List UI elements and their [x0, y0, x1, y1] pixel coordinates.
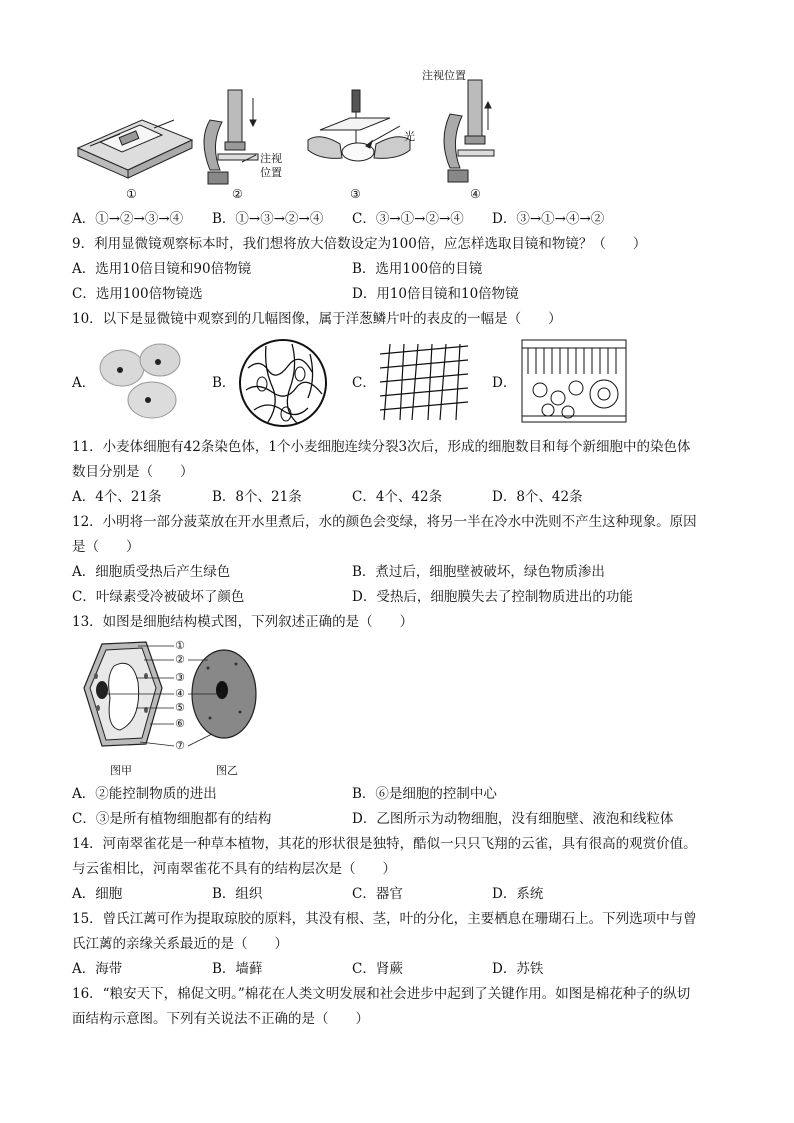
q15-option-a: A．海带 — [72, 961, 123, 977]
q9-option-b: B．选用100倍的目镜 — [352, 261, 483, 277]
q10-image-b-leaf-epidermis — [238, 338, 328, 428]
q11-option-d: D．8个、42条 — [492, 489, 583, 505]
q15-option-b: B．墙藓 — [212, 961, 263, 977]
q12-stem-line-1: 12．小明将一部分菠菜放在开水里煮后，水的颜色会变绿，将另一半在冷水中洗则不产生这种现象。原因 — [72, 514, 697, 530]
q9-option-c: C．选用100倍物镜选 — [72, 286, 203, 302]
q10-option-d: D． — [492, 375, 517, 391]
watch-position-label-side-1: 注视 — [260, 152, 282, 165]
q14-stem-line-2: 与云雀相比，河南翠雀花不具有的结构层次是（ ） — [72, 861, 396, 877]
q10-option-a: A． — [72, 375, 96, 391]
q13-option-a: A．②能控制物质的进出 — [72, 786, 217, 802]
q13-figure-a-caption: 图甲 — [110, 764, 132, 777]
watch-position-label-side-2: 位置 — [260, 166, 282, 179]
step-3-number: ③ — [350, 187, 361, 201]
q16-stem-line-2: 面结构示意图。下列有关说法不正确的是（ ） — [72, 1011, 369, 1027]
q10-stem: 10．以下是显微镜中观察到的几幅图像，属于洋葱鳞片叶的表皮的一幅是（ ） — [72, 311, 562, 327]
q9-option-a: A．选用10倍目镜和90倍物镜 — [72, 261, 252, 277]
q12-option-c: C．叶绿素受冷被破坏了颜色 — [72, 589, 245, 605]
hands-preparing-slide-drawing — [308, 90, 410, 161]
q10-option-b: B． — [212, 375, 236, 391]
q12-option-d: D．受热后，细胞膜失去了控制物质进出的功能 — [352, 589, 633, 605]
q15-option-c: C．肾蕨 — [352, 961, 403, 977]
q13-figure-b-caption: 图乙 — [216, 764, 238, 777]
q13-label-3: ③ — [175, 671, 185, 684]
q8-option-a: A．①→②→③→④ — [72, 211, 184, 227]
step-1-number: ① — [126, 187, 137, 201]
q8-option-b: B．①→③→②→④ — [212, 211, 324, 227]
microscope-lowering-drawing — [204, 90, 258, 184]
q15-stem-line-1: 15．曾氏江蓠可作为提取琼胶的原料，其没有根、茎，叶的分化，主要栖息在珊瑚石上。下列选项中与曾 — [72, 911, 697, 927]
q15-option-d: D．苏铁 — [492, 961, 544, 977]
q11-stem-line-2: 数目分别是（ ） — [72, 464, 194, 480]
q11-option-b: B．8个、21条 — [212, 489, 302, 505]
step-4-number: ④ — [470, 187, 481, 201]
q14-option-b: B．组织 — [212, 886, 263, 902]
q8-option-d: D．③→①→④→② — [492, 211, 605, 227]
q13-option-d: D．乙图所示为动物细胞，没有细胞壁、液泡和线粒体 — [352, 811, 674, 827]
slide-on-stage-drawing — [78, 120, 192, 178]
step-2-number: ② — [232, 187, 243, 201]
q8-figure — [70, 60, 510, 210]
q14-option-a: A．细胞 — [72, 886, 123, 902]
q13-label-5: ⑤ — [175, 701, 185, 714]
q13-label-1: ① — [175, 639, 185, 652]
q13-cell-diagram — [76, 638, 276, 778]
q14-stem-line-1: 14．河南翠雀花是一种草本植物，其花的形状很是独特，酷似一只只飞翔的云雀，具有很高的观赏价值。 — [72, 836, 697, 852]
q13-option-b: B．⑥是细胞的控制中心 — [352, 786, 497, 802]
q10-image-c-onion-epidermis — [378, 344, 470, 420]
microscope-raising-drawing — [444, 80, 494, 182]
q14-option-c: C．器官 — [352, 886, 403, 902]
q9-option-d: D．用10倍目镜和10倍物镜 — [352, 286, 519, 302]
q8-option-c: C．③→①→②→④ — [352, 211, 464, 227]
q14-option-d: D．系统 — [492, 886, 544, 902]
watch-position-label-top: 注视位置 — [422, 69, 466, 82]
q11-option-c: C．4个、42条 — [352, 489, 443, 505]
q11-option-a: A．4个、21条 — [72, 489, 162, 505]
q13-label-7: ⑦ — [175, 739, 185, 752]
q10-option-c: C． — [352, 375, 376, 391]
q12-stem-line-2: 是（ ） — [72, 539, 140, 555]
q12-option-b: B．煮过后，细胞壁被破坏，绿色物质渗出 — [352, 564, 605, 580]
q10-image-a-cheek-cells — [98, 340, 184, 420]
q13-label-6: ⑥ — [175, 717, 185, 730]
q13-stem: 13．如图是细胞结构模式图，下列叙述正确的是（ ） — [72, 614, 414, 630]
q16-stem-line-1: 16．“粮安天下，棉促文明。”棉花在人类文明发展和社会进步中起到了关键作用。如图是棉花种子的纵切 — [72, 986, 691, 1002]
q13-option-c: C．③是所有植物细胞都有的结构 — [72, 811, 272, 827]
light-label: 光 — [404, 130, 415, 143]
q9-stem: 9．利用显微镜观察标本时，我们想将放大倍数设定为100倍，应怎样选取目镜和物镜？（ ） — [72, 236, 647, 252]
q13-label-2: ② — [175, 653, 185, 666]
q11-stem-line-1: 11．小麦体细胞有42条染色体，1个小麦细胞连续分裂3次后，形成的细胞数目和每个新细胞中的染色体 — [72, 439, 691, 455]
q10-image-d-leaf-cross-section — [522, 340, 626, 422]
q12-option-a: A．细胞质受热后产生绿色 — [72, 564, 231, 580]
q15-stem-line-2: 氏江蓠的亲缘关系最近的是（ ） — [72, 936, 288, 952]
q13-label-4: ④ — [175, 687, 185, 700]
